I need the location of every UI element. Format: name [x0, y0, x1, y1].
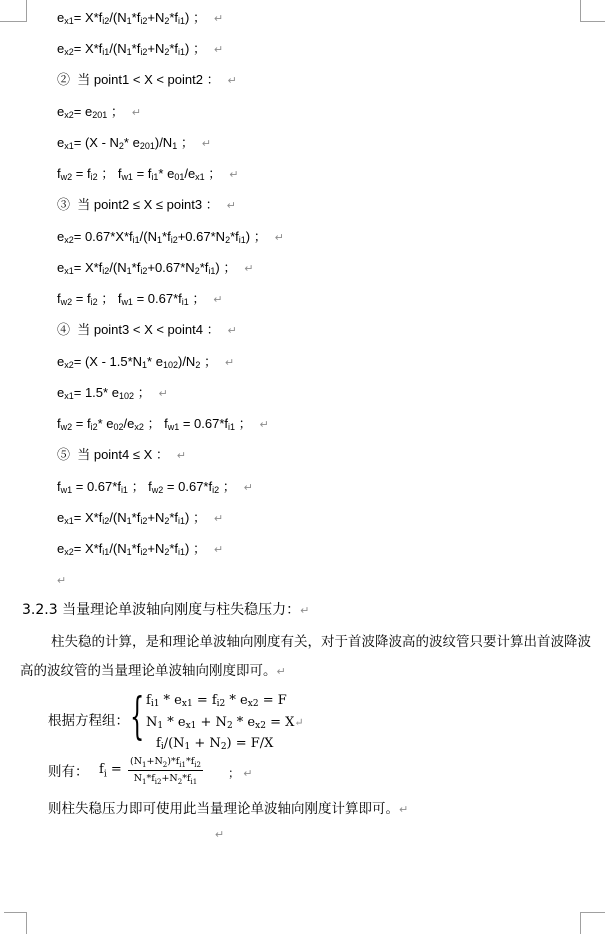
- conclusion-paragraph: 则柱失稳压力即可使用此当量理论单波轴向刚度计算即可。↵: [48, 801, 409, 817]
- empty-paragraph: ↵: [215, 829, 225, 841]
- formula-line: ④ 当 point3 < X < point4 ： ↵: [57, 322, 237, 337]
- formula-line: $f_{w1} = 0.67*f_{i1}$ ； $f_{w2} = 0.67*f_{i2}$ ； ↵: [57, 479, 253, 495]
- formula-line: $e_{x2}= 0.67*X*f_{i1}/(N_1*f_{i2}+0.67*N_2*f_{i1})$ ； ↵: [57, 229, 284, 245]
- page-corner-mark: [4, 912, 27, 934]
- page-corner-mark: [580, 21, 605, 22]
- formula-line: $e_{x2}= X*f_{i1}/(N_1*f_{i2}+N_2*f_{i1})$ ； ↵: [57, 541, 224, 557]
- formula-line: $e_{x2}= e_{201}$ ； ↵: [57, 104, 142, 120]
- empty-paragraph: ↵: [57, 575, 67, 587]
- body-paragraph: 柱失稳的计算，是和理论单波轴向刚度有关，对于首波降波高的波纹管只要计算出首波降波高的波纹管的当量理论单波轴向刚度即可。↵: [20, 634, 591, 679]
- result-lhs: $f_i$ =: [99, 762, 122, 780]
- result-label: 则有：: [48, 764, 89, 780]
- formula-line: $e_{x1}= X*f_{i2}/(N_1*f_{i2}+N_2*f_{i1})$ ； ↵: [57, 10, 224, 26]
- page-corner-mark: [580, 912, 605, 934]
- formula-line: ③ 当 point2 ≤ X ≤ point3 ： ↵: [57, 197, 236, 212]
- formula-line: $e_{x1}= 1.5*$ $e_{102}$ ； ↵: [57, 385, 168, 401]
- page-corner-mark: [0, 21, 26, 22]
- formula-line: $e_{x1}= X*f_{i2}/(N_1*f_{i2}+N_2*f_{i1})$ ； ↵: [57, 510, 224, 526]
- formula-line: $f_{w2} = f_{i2}$ ； $f_{w1} = f_{i1}*$ $e_{01}/e_{x1}$ ； ↵: [57, 166, 239, 182]
- formula-line: $f_{w2} = f_{i2}*$ $e_{02}/e_{x2}$ ； $f_{w1} = 0.67*f_{i1}$ ； ↵: [57, 416, 269, 432]
- formula-line: $e_{x2}= (X - 1.5*N_1*$ $e_{102})/N_2$ ； ↵: [57, 354, 235, 370]
- page-corner-mark: [4, 0, 27, 22]
- brace-symbol: {: [130, 687, 145, 745]
- result-suffix: ； ↵: [228, 766, 253, 780]
- formula-line: ⑤ 当 point4 ≤ X ： ↵: [57, 447, 187, 462]
- formula-line: $e_{x2}= X*f_{i1}/(N_1*f_{i2}+N_2*f_{i1})$ ； ↵: [57, 41, 224, 57]
- result-fraction: $\frac{(N_1+N_2)*f_{i1}*f_{i2}}{N_1*f_{i2}+N_2*f_{i1}}$: [130, 756, 201, 786]
- formula-line: $e_{x1}= (X - N_2*$ $e_{201})/N_1$ ； ↵: [57, 135, 212, 151]
- page-corner-mark: [580, 0, 603, 22]
- formula-line: $e_{x1}= X*f_{i2}/(N_1*f_{i2}+0.67*N_2*f_{i1})$ ； ↵: [57, 260, 254, 276]
- equation-system-label: 根据方程组：: [48, 713, 129, 729]
- formula-line: $f_{w2} = f_{i2}$ ； $f_{w1} = 0.67*f_{i1}$ ； ↵: [57, 291, 223, 307]
- formula-line: ② 当 point1 < X < point2 ： ↵: [57, 72, 237, 87]
- equation-system: $f_{i1} * e_{x1} = f_{i2} * e_{x2} = F$ $N_1 * e_{x1} + N_2 * e_{x2}$ = X↵ $f_i/(N_1 + N_2) = F/X$: [146, 693, 304, 752]
- section-heading: 3.2.3 当量理论单波轴向刚度与柱失稳压力：↵: [22, 602, 310, 618]
